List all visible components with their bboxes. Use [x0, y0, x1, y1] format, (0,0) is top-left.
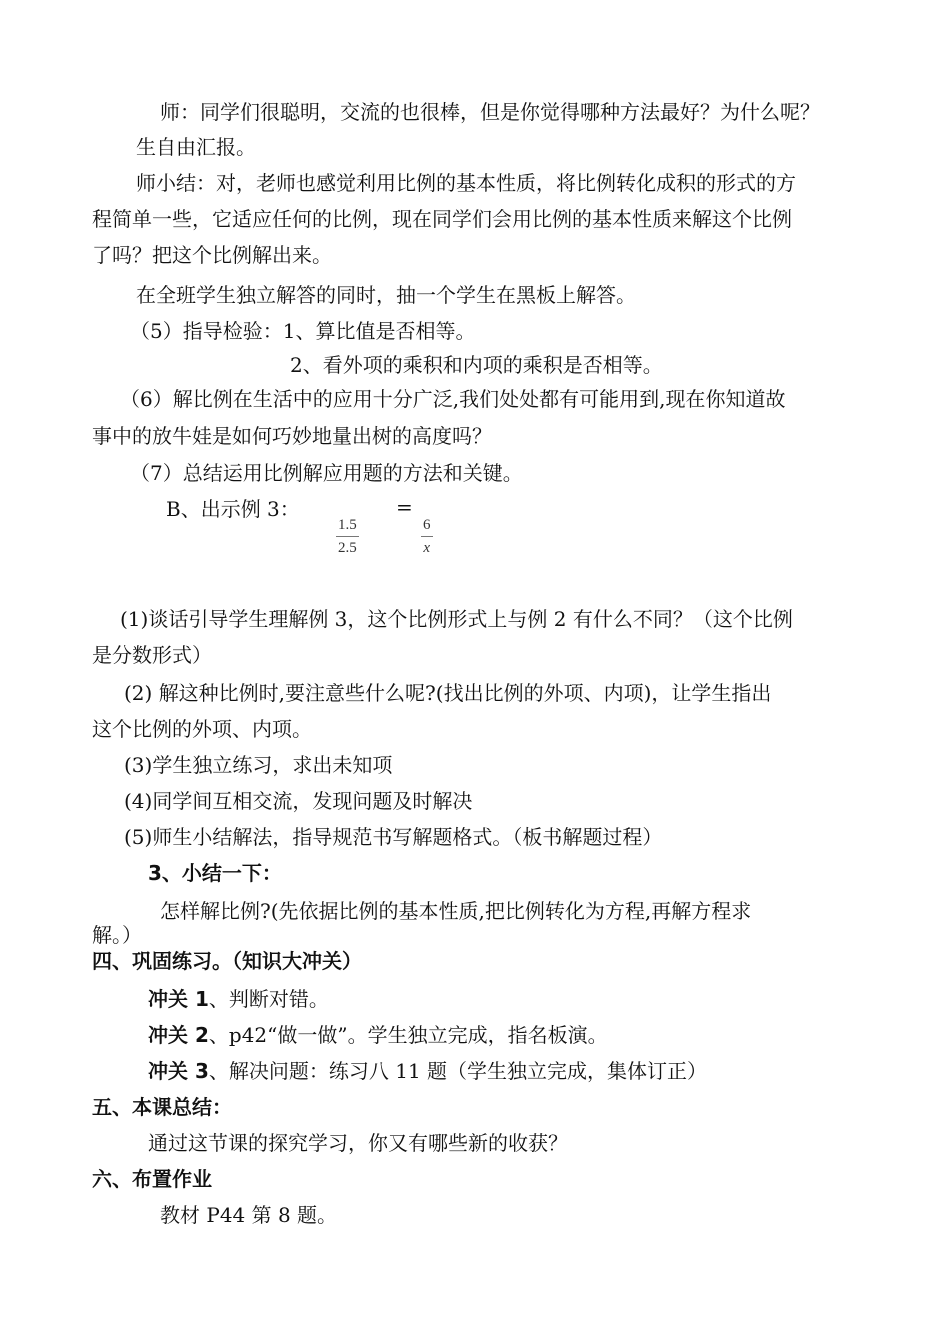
paragraph-line: 师：同学们很聪明，交流的也很棒，但是你觉得哪种方法最好？为什么呢？ [160, 100, 820, 124]
section-heading: 四、巩固练习。（知识大冲关） [92, 949, 362, 973]
paragraph-line: 在全班学生独立解答的同时，抽一个学生在黑板上解答。 [136, 283, 636, 307]
paragraph-line: (3)学生独立练习，求出未知项 [124, 753, 393, 777]
challenge-text: 、解决问题：练习八 11 题（学生独立完成，集体订正） [208, 1059, 708, 1083]
paragraph-line: (4)同学间互相交流，发现问题及时解决 [124, 789, 473, 813]
fraction-right-denominator: x [423, 540, 431, 556]
fraction-right-numerator: 6 [423, 517, 431, 533]
paragraph-line: 教材 P44 第 8 题。 [160, 1203, 338, 1227]
paragraph-line: （7）总结运用比例解应用题的方法和关键。 [130, 461, 523, 485]
fraction-bar [336, 536, 359, 537]
paragraph-line: (2) 解这种比例时,要注意些什么呢?(找出比例的外项、内项)，让学生指出 [124, 681, 772, 705]
challenge-label: 冲关 2 [148, 1023, 209, 1047]
paragraph-line: (5)师生小结解法，指导规范书写解题格式。（板书解题过程） [124, 825, 663, 849]
paragraph-line: 解。） [92, 923, 142, 947]
challenge-text: 、判断对错。 [208, 987, 329, 1011]
fraction-right [421, 516, 433, 557]
section-heading: 六、布置作业 [92, 1167, 212, 1191]
list-item [148, 1058, 707, 1084]
paragraph-line: （6）解比例在生活中的应用十分广泛,我们处处都有可能用到,现在你知道故 [120, 387, 786, 411]
list-item [148, 986, 329, 1012]
fraction-left-denominator: 2.5 [338, 540, 357, 556]
paragraph-line: (1)谈话引导学生理解例 3，这个比例形式上与例 2 有什么不同？（这个比例 [120, 607, 793, 631]
paragraph-line: 生自由汇报。 [136, 135, 256, 159]
subsection-heading: 3、小结一下： [148, 861, 282, 885]
list-item [148, 1022, 608, 1048]
paragraph-line: 是分数形式） [92, 643, 212, 667]
paragraph-line: （5）指导检验：1、算比值是否相等。 [130, 319, 476, 343]
paragraph-line: 师小结：对，老师也感觉利用比例的基本性质，将比例转化成积的形式的方 [136, 171, 796, 195]
fraction-left-numerator: 1.5 [338, 517, 357, 533]
paragraph-line: 了吗？把这个比例解出来。 [92, 243, 332, 267]
paragraph-line: 程简单一些，它适应任何的比例，现在同学们会用比例的基本性质来解这个比例 [92, 207, 792, 231]
fraction-bar [421, 536, 433, 537]
paragraph-line: 2、看外项的乘积和内项的乘积是否相等。 [290, 353, 663, 377]
section-heading: 五、本课总结： [92, 1095, 232, 1119]
paragraph-line: 事中的放牛娃是如何巧妙地量出树的高度吗？ [92, 424, 492, 448]
paragraph-line: 怎样解比例?(先依据比例的基本性质,把比例转化为方程,再解方程求 [160, 899, 752, 923]
fraction-left [336, 516, 359, 557]
challenge-text: 、p42“做一做”。学生独立完成，指名板演。 [208, 1023, 608, 1047]
example-label: B、出示例 3： [166, 497, 300, 521]
equals-sign: = [396, 495, 413, 519]
challenge-label: 冲关 3 [148, 1059, 209, 1083]
challenge-label: 冲关 1 [148, 987, 209, 1011]
paragraph-line: 这个比例的外项、内项。 [92, 717, 312, 741]
paragraph-line: 通过这节课的探究学习，你又有哪些新的收获？ [148, 1131, 568, 1155]
